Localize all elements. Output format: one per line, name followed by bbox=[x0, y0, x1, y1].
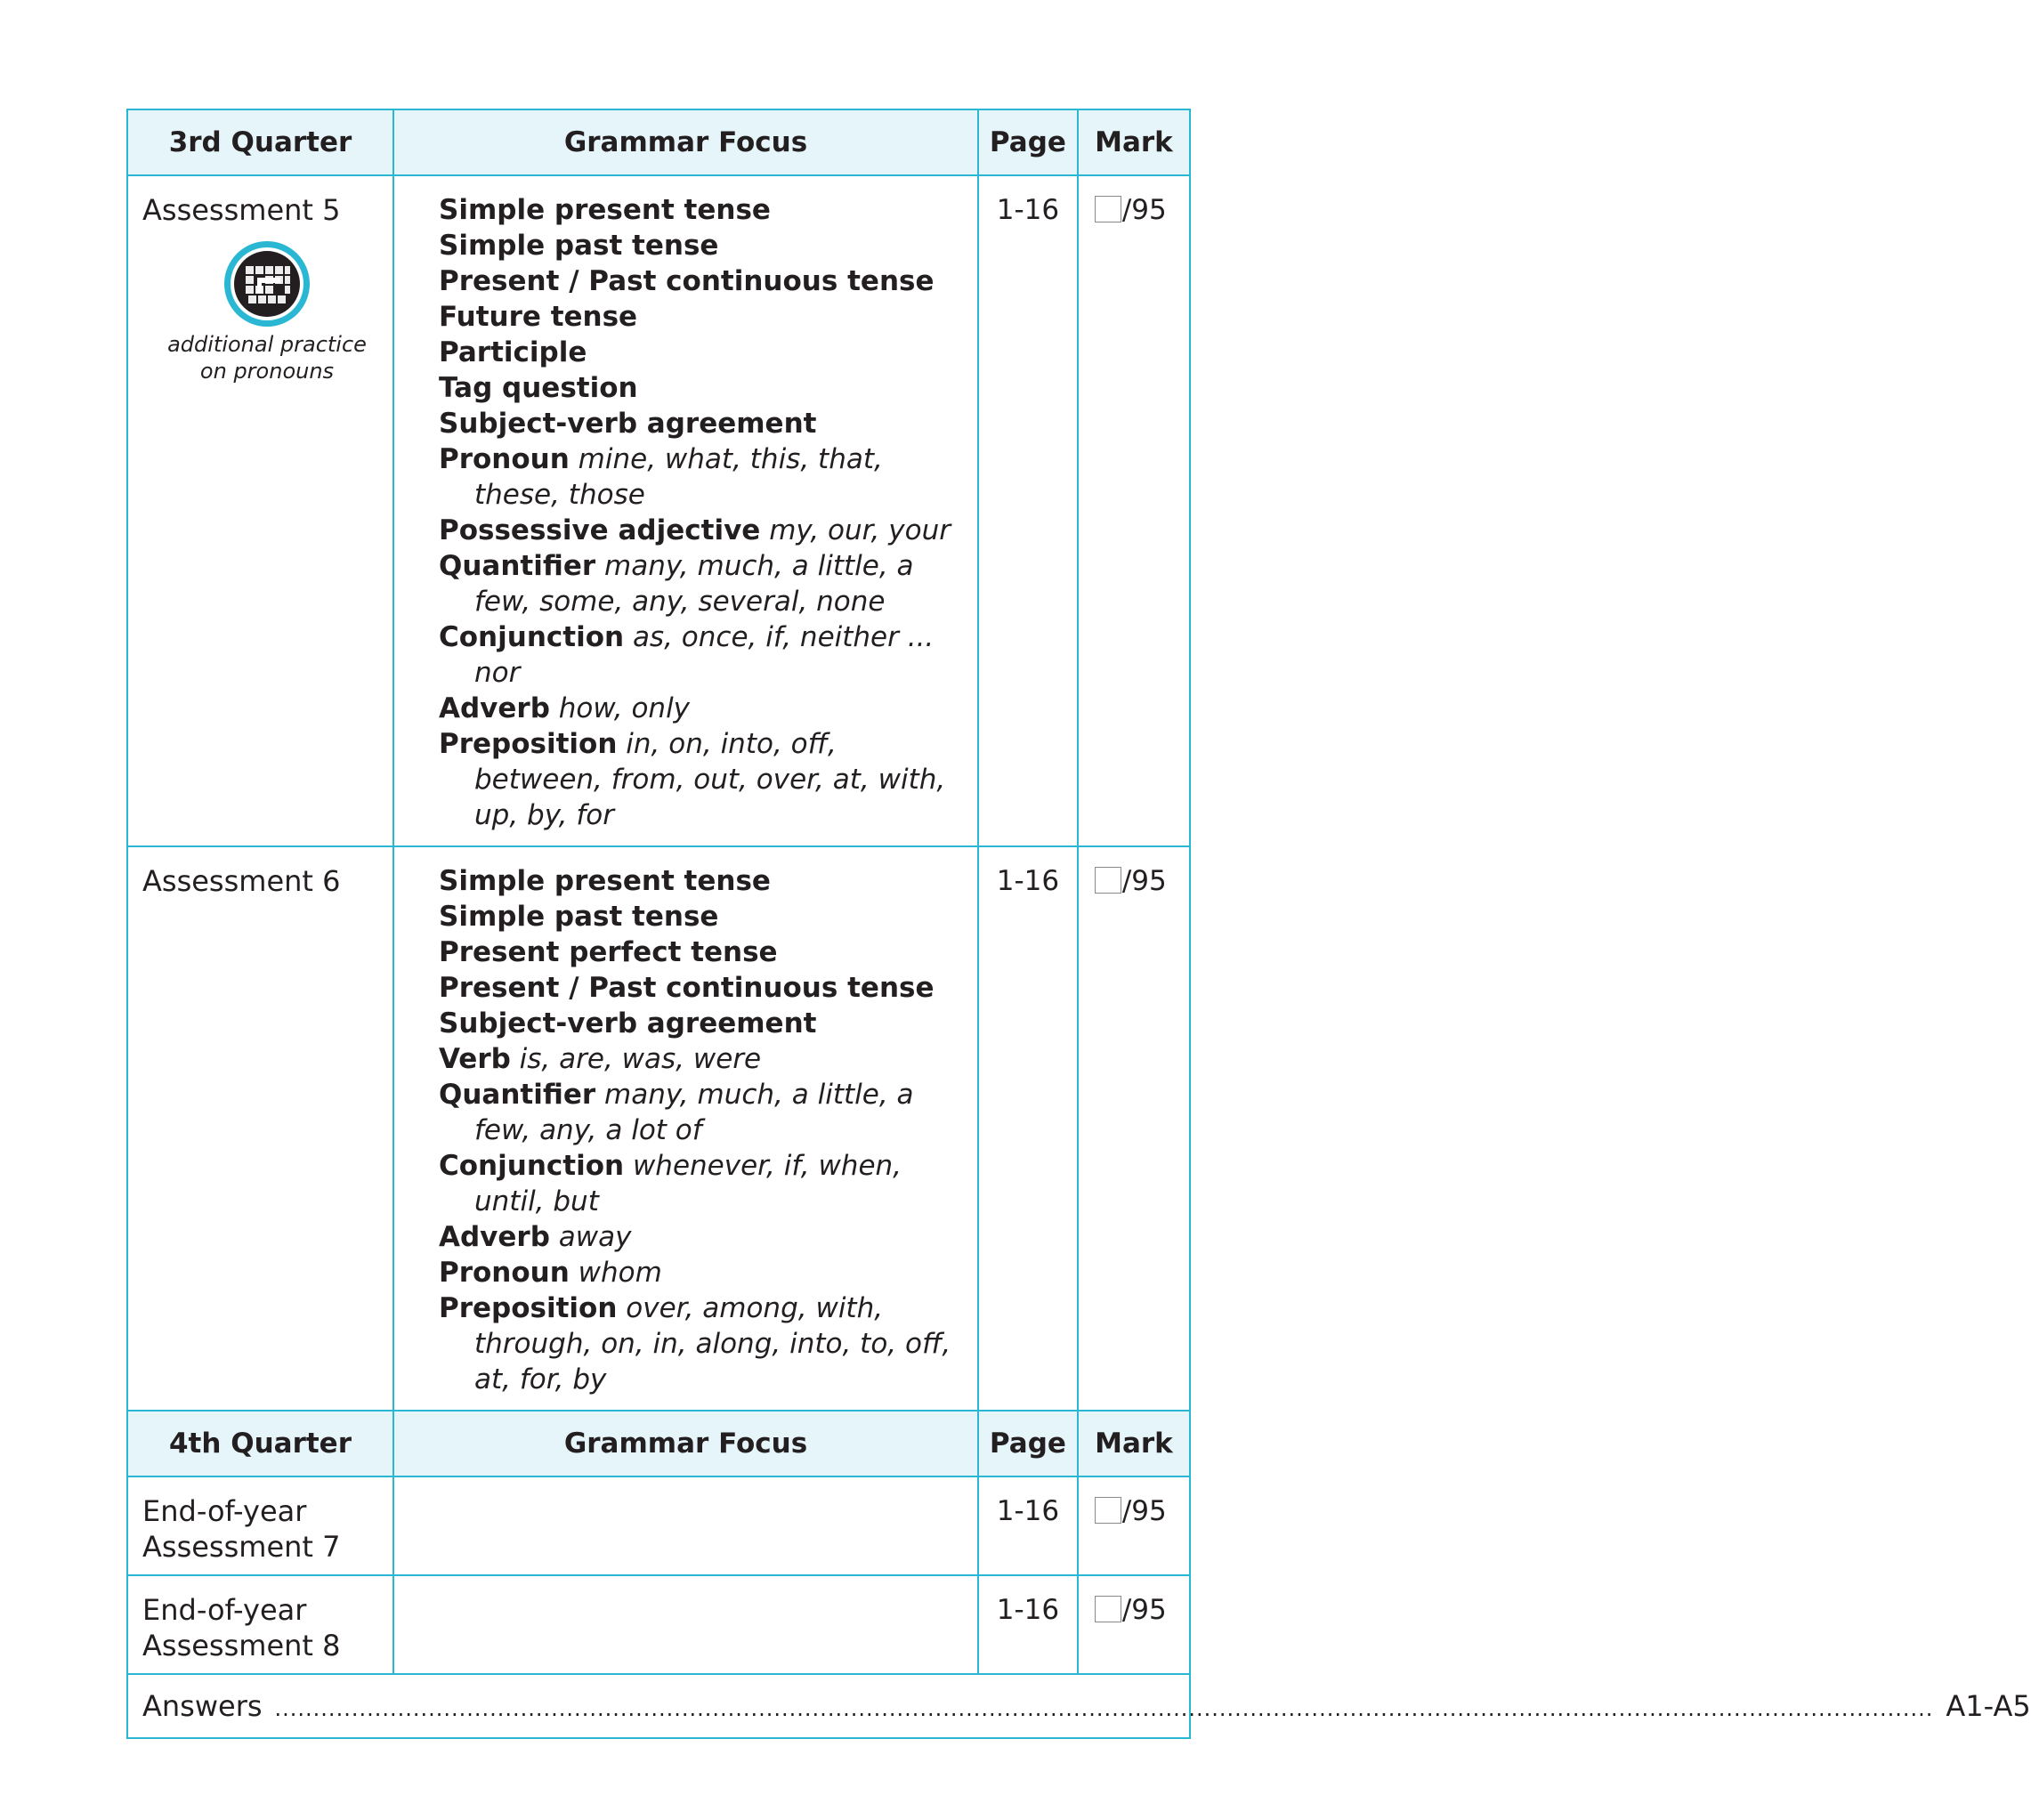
grammar-focus-header: Grammar Focus bbox=[393, 109, 978, 175]
mark-total: /95 bbox=[1121, 194, 1167, 226]
quarter-header: 4th Quarter bbox=[127, 1411, 393, 1476]
focus-topic: Preposition bbox=[439, 728, 618, 760]
focus-topic: Subject-verb agreement bbox=[439, 1007, 817, 1039]
page-range: 1-16 bbox=[978, 1476, 1078, 1575]
focus-item bbox=[439, 1077, 970, 1148]
mark-header: Mark bbox=[1078, 1411, 1190, 1476]
assessment-7-focus-empty bbox=[393, 1476, 978, 1575]
mark-header: Mark bbox=[1078, 109, 1190, 175]
assessment-8-cell bbox=[127, 1575, 393, 1674]
focus-item bbox=[439, 263, 970, 299]
focus-item bbox=[439, 970, 970, 1006]
focus-topic: Participle bbox=[439, 336, 587, 368]
focus-item bbox=[439, 934, 970, 970]
header-row-4th-quarter bbox=[127, 1411, 1190, 1476]
focus-item bbox=[439, 899, 970, 934]
mark-cell bbox=[1078, 1575, 1190, 1674]
focus-item bbox=[439, 548, 970, 619]
focus-item bbox=[439, 299, 970, 335]
focus-item bbox=[439, 619, 970, 691]
focus-item bbox=[439, 1041, 970, 1077]
focus-topic: Simple past tense bbox=[439, 230, 719, 262]
assessment-name-line-2: Assessment 7 bbox=[142, 1530, 341, 1564]
focus-topic: Subject-verb agreement bbox=[439, 408, 817, 440]
focus-topic: Verb bbox=[439, 1043, 511, 1075]
focus-examples: mine, what, this, that, these, those bbox=[474, 443, 883, 511]
focus-item bbox=[439, 406, 970, 441]
focus-examples: whom bbox=[578, 1257, 662, 1289]
assessment-5-focus-list bbox=[393, 175, 978, 846]
assessment-8-row bbox=[127, 1575, 1190, 1674]
assessment-6-focus-list bbox=[393, 846, 978, 1411]
assessment-7-cell bbox=[127, 1476, 393, 1575]
assessment-name-line-1: End-of-year bbox=[142, 1593, 307, 1627]
page-header: Page bbox=[978, 109, 1078, 175]
focus-topic: Tag question bbox=[439, 372, 638, 404]
mark-checkbox[interactable] bbox=[1095, 1596, 1121, 1622]
focus-topic: Simple present tense bbox=[439, 194, 771, 226]
focus-item bbox=[439, 691, 970, 726]
page-range: 1-16 bbox=[978, 175, 1078, 846]
focus-item bbox=[439, 370, 970, 406]
focus-examples: my, our, your bbox=[769, 514, 951, 546]
focus-item bbox=[439, 441, 970, 513]
focus-topic: Present / Past continuous tense bbox=[439, 265, 935, 297]
focus-item bbox=[439, 1148, 970, 1219]
focus-item bbox=[439, 192, 970, 228]
mark-total: /95 bbox=[1121, 1594, 1167, 1626]
focus-item bbox=[439, 726, 970, 833]
mark-cell bbox=[1078, 175, 1190, 846]
answers-label: Answers bbox=[142, 1689, 263, 1723]
focus-topic: Simple present tense bbox=[439, 865, 771, 897]
leader-dots: ........................................................................................................................................................................................................................ bbox=[274, 1696, 1934, 1721]
focus-item bbox=[439, 863, 970, 899]
assessment-6-row bbox=[127, 846, 1190, 1411]
focus-topic: Possessive adjective bbox=[439, 514, 761, 546]
focus-topic: Quantifier bbox=[439, 550, 596, 582]
focus-topic: Quantifier bbox=[439, 1079, 596, 1111]
mark-cell bbox=[1078, 846, 1190, 1411]
focus-topic: Adverb bbox=[439, 1221, 550, 1253]
focus-item bbox=[439, 1290, 970, 1397]
focus-topic: Present / Past continuous tense bbox=[439, 972, 935, 1004]
answers-line bbox=[142, 1689, 2031, 1723]
answers-pages: A1-A5 bbox=[1946, 1689, 2031, 1723]
focus-examples: many, much, a little, a few, some, any, several, none bbox=[474, 550, 914, 618]
focus-topic: Pronoun bbox=[439, 443, 570, 475]
assessment-6-cell bbox=[127, 846, 393, 1411]
focus-topic: Conjunction bbox=[439, 621, 625, 653]
focus-item bbox=[439, 228, 970, 263]
assessment-name-line-2: Assessment 8 bbox=[142, 1629, 341, 1662]
focus-examples: in, on, into, off, between, from, out, over, at, with, up, by, for bbox=[474, 728, 946, 831]
badge-caption-line-2: on pronouns bbox=[199, 359, 335, 384]
mark-cell bbox=[1078, 1476, 1190, 1575]
focus-examples: whenever, if, when, until, but bbox=[474, 1150, 902, 1217]
focus-topic: Present perfect tense bbox=[439, 936, 778, 968]
pronoun-practice-badge bbox=[142, 239, 392, 384]
focus-examples: is, are, was, were bbox=[519, 1043, 762, 1075]
answers-cell bbox=[127, 1674, 2031, 1738]
badge-caption-line-1: additional practice bbox=[167, 332, 367, 357]
crossword-grid-icon bbox=[222, 239, 312, 329]
assessment-5-row bbox=[127, 175, 1190, 846]
page-header: Page bbox=[978, 1411, 1078, 1476]
assessment-name: Assessment 6 bbox=[142, 864, 341, 898]
focus-examples: as, once, if, neither ... nor bbox=[474, 621, 935, 689]
page-range: 1-16 bbox=[978, 846, 1078, 1411]
focus-item bbox=[439, 513, 970, 548]
focus-item bbox=[439, 1006, 970, 1041]
header-row-3rd-quarter bbox=[127, 109, 1190, 175]
assessment-7-row bbox=[127, 1476, 1190, 1575]
grammar-focus-header: Grammar Focus bbox=[393, 1411, 978, 1476]
focus-examples: many, much, a little, a few, any, a lot of bbox=[474, 1079, 914, 1146]
mark-checkbox[interactable] bbox=[1095, 196, 1121, 222]
focus-topic: Adverb bbox=[439, 692, 550, 724]
focus-examples: how, only bbox=[558, 692, 691, 724]
assessment-name-line-1: End-of-year bbox=[142, 1494, 307, 1528]
mark-total: /95 bbox=[1121, 1495, 1167, 1527]
focus-topic: Pronoun bbox=[439, 1257, 570, 1289]
mark-total: /95 bbox=[1121, 865, 1167, 897]
focus-topic: Future tense bbox=[439, 301, 638, 333]
page-range: 1-16 bbox=[978, 1575, 1078, 1674]
focus-examples: over, among, with, through, on, in, along, into, to, off, at, for, by bbox=[474, 1292, 951, 1395]
focus-item bbox=[439, 1219, 970, 1255]
focus-item bbox=[439, 335, 970, 370]
mark-checkbox[interactable] bbox=[1095, 867, 1121, 894]
focus-examples: away bbox=[558, 1221, 632, 1253]
focus-item bbox=[439, 1255, 970, 1290]
contents-table bbox=[126, 109, 2031, 1739]
assessment-name: Assessment 5 bbox=[142, 193, 341, 227]
focus-topic: Conjunction bbox=[439, 1150, 625, 1182]
answers-row bbox=[127, 1674, 1190, 1738]
mark-checkbox[interactable] bbox=[1095, 1497, 1121, 1524]
quarter-header: 3rd Quarter bbox=[127, 109, 393, 175]
assessment-8-focus-empty bbox=[393, 1575, 978, 1674]
focus-topic: Simple past tense bbox=[439, 901, 719, 933]
focus-topic: Preposition bbox=[439, 1292, 618, 1324]
assessment-5-cell bbox=[127, 175, 393, 846]
